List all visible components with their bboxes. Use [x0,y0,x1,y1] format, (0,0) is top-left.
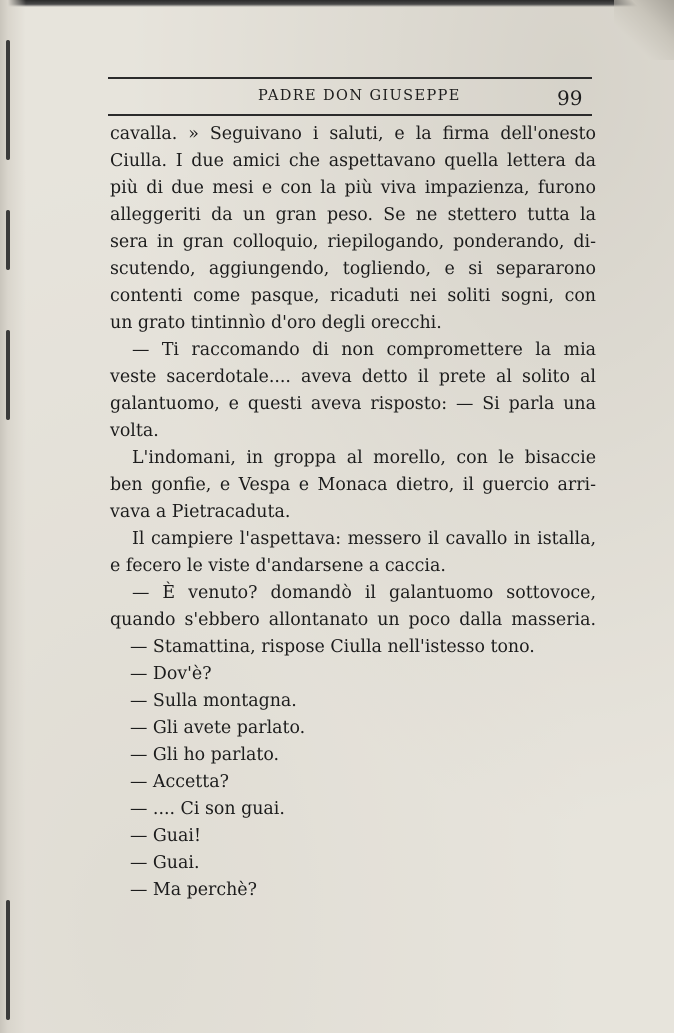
binding-mark [6,40,10,160]
text-line: — È venuto? domandò il galantuomo sottovoce, [132,583,596,603]
page-number: 99 [557,86,583,110]
text-line: Ciulla. I due amici che aspettavano quella lettera da [110,151,596,171]
dialog-line: — Sulla montagna. [130,691,297,711]
binding-mark [6,210,10,270]
text-line: e fecero le viste d'andarsene a caccia. [110,556,446,576]
binding-mark [6,330,10,420]
dialog-line: — Guai. [130,853,200,873]
text-line: Il campiere l'aspettava: messero il cavallo in istalla, [132,529,596,549]
text-line: quando s'ebbero allontanato un poco dalla masseria. [110,610,596,630]
dialog-line: — Stamattina, rispose Ciulla nell'istesso tono. [130,637,535,657]
text-line: cavalla. » Seguivano i saluti, e la firma dell'onesto [110,124,596,144]
dialog-line: — Gli ho parlato. [130,745,280,765]
text-line: ben gonfie, e Vespa e Monaca dietro, il guercio arri- [110,475,596,495]
text-line: — Ti raccomando di non compromettere la mia [132,340,596,360]
body-text [110,121,596,904]
page-corner-curl [614,0,674,60]
text-line: sera in gran colloquio, riepilogando, ponderando, di- [110,232,596,252]
text-line: un grato tintinnìo d'oro degli orecchi. [110,313,442,333]
text-line: contenti come pasque, ricaduti nei soliti sogni, con [110,286,596,306]
dialog-line: — Guai! [130,826,201,846]
running-header: PADRE DON GIUSEPPE [258,88,461,104]
text-line: L'indomani, in groppa al morello, con le bisaccie [132,448,596,468]
dialog-line: — .... Ci son guai. [130,799,285,819]
text-line: vava a Pietracaduta. [110,502,291,522]
dialog-line: — Dov'è? [130,664,212,684]
dialog-line: — Gli avete parlato. [130,718,306,738]
text-line: veste sacerdotale.... aveva detto il prete al solito al [110,367,596,387]
text-line: scutendo, aggiungendo, togliendo, e si separarono [110,259,596,279]
text-line: volta. [110,421,159,441]
scan-top-edge [0,0,674,7]
text-line: alleggeriti da un gran peso. Se ne stettero tutta la [110,205,596,225]
text-line: più di due mesi e con la più viva impazienza, furono [110,178,596,198]
scan-left-edge [0,0,26,1033]
header-rule-top [108,77,592,79]
dialog-line: — Ma perchè? [130,880,257,900]
header-rule-bottom [108,114,592,116]
binding-mark [6,900,10,1020]
text-line: galantuomo, e questi aveva risposto: — Si parla una [110,394,596,414]
dialog-line: — Accetta? [130,772,229,792]
